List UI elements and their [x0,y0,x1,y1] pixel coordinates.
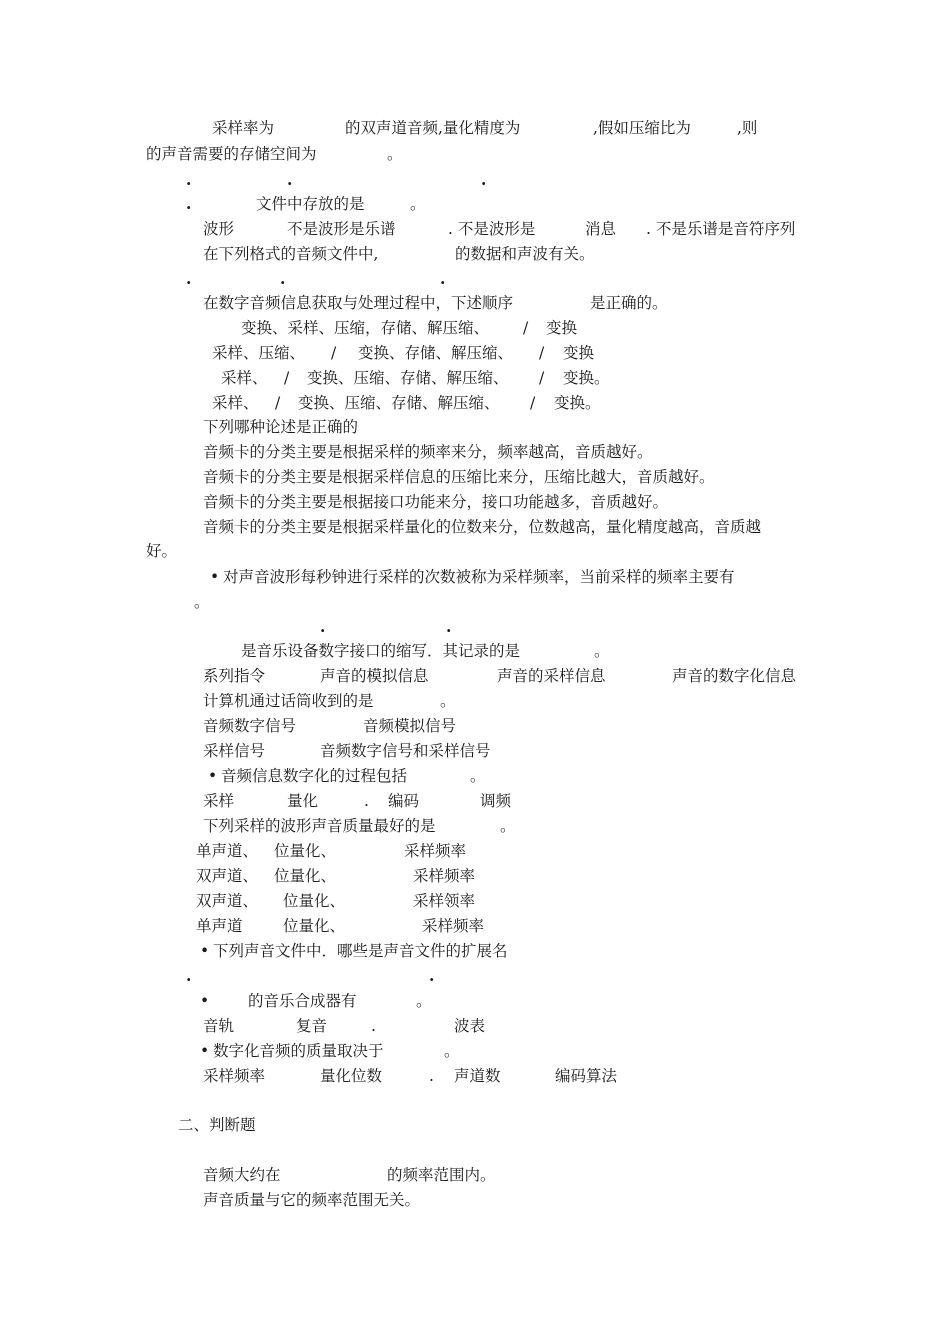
line-segment: 消息 [585,220,617,238]
line-segment: 。 [194,593,210,611]
line-segment: . [429,1067,434,1085]
line-segment: 采样信号 [203,742,266,760]
line-segment: 的双声道音频,量化精度为 [345,119,521,137]
line-segment: . [364,792,369,810]
line-segment: 。 [594,642,610,660]
line-segment: . [186,194,192,213]
line-segment: 下列声音文件中．哪些是声音文件的扩展名 [213,942,508,960]
line-segment: 声音的模拟信息 [320,667,429,685]
line-segment: 音频模拟信号 [363,717,457,735]
line-segment: 。 [387,145,403,163]
line-segment: 变换 [563,344,595,362]
bullet: • [210,568,220,586]
bullet: • [200,1042,210,1060]
line-segment: 。 [470,767,486,785]
bullet: • [200,992,210,1010]
line-segment: 下列采样的波形声音质量最好的是 [203,817,436,835]
line-segment: 位量化、 [283,917,346,935]
line-segment: 采样频率 [422,917,485,935]
line-segment: 。 [416,992,432,1010]
line-segment: 波形 [203,220,235,238]
line-segment: 音轨 [203,1017,235,1035]
line-segment: 在数字音频信息获取与处理过程中，下述顺序 [203,294,514,312]
line-segment: 音频卡的分类主要是根据采样信息的压缩比来分，压缩比越大，音质越好。 [203,468,715,486]
line-segment: 调频 [480,792,512,810]
line-segment: 双声道、 [196,892,259,910]
line-segment: 的音乐合成器有 [248,992,357,1010]
line-segment: 采样率为 [212,119,275,137]
line-segment: . 不是波形是 [448,220,536,238]
line-segment: 采样、 [221,369,268,387]
line-segment: 位量化、 [274,867,337,885]
line-segment: . [186,966,192,985]
line-segment: 音频数字信号和采样信号 [320,742,491,760]
line-segment: 对声音波形每秒钟进行采样的次数被称为采样频率，当前采样的频率主要有 [223,568,735,586]
line-segment: 。 [410,195,426,213]
line-segment: 采样 [203,792,235,810]
line-segment: 文件中存放的是 [256,195,365,213]
line-segment: 声音质量与它的频率范围无关。 [203,1191,421,1209]
line-segment: 复音 [296,1017,328,1035]
line-segment: 。 [444,1042,460,1060]
line-segment: 变换。 [554,394,601,412]
line-segment: 声道数 [454,1067,501,1085]
line-segment: 采样、压缩、 [212,344,306,362]
line-segment: 的数据和声波有关。 [455,245,595,263]
line-segment: 变换。 [563,369,610,387]
line-segment: 是音乐设备数字接口的缩写．其记录的是 [241,642,521,660]
line-segment: . [371,1017,376,1035]
line-segment: . [287,170,293,189]
line-segment: / [539,369,545,387]
bullet: • [208,767,218,785]
line-segment: 变换、采样、压缩，存储、解压缩、 [241,319,490,337]
line-segment: 二、判断题 [178,1116,256,1134]
line-segment: ,则 [737,119,758,137]
line-segment: . [280,269,286,288]
line-segment: 下列哪种论述是正确的 [203,418,359,436]
line-segment: 量化位数 [320,1067,383,1085]
line-segment: 不是波形是乐谱 [287,220,396,238]
line-segment: / [275,394,281,412]
line-segment: 单声道、 [196,842,259,860]
line-segment: 的声音需要的存储空间为 [146,145,317,163]
line-segment: . [320,617,326,636]
line-segment: 采样频率 [404,842,467,860]
line-segment: . [446,617,452,636]
line-segment: 音频卡的分类主要是根据采样量化的位数来分，位数越高，量化精度越高，音质越 [203,518,762,536]
line-segment: 好。 [146,542,178,560]
line-segment: 在下列格式的音频文件中, [203,245,379,263]
line-segment: 声音的数字化信息 [672,667,797,685]
line-segment: 音频卡的分类主要是根据接口功能来分，接口功能越多，音质越好。 [203,493,669,511]
line-segment: 单声道 [196,917,243,935]
line-segment: 量化 [287,792,319,810]
line-segment: 采样频率 [413,867,476,885]
line-segment: 的频率范围内。 [387,1166,496,1184]
line-segment: / [284,369,290,387]
line-segment: 位量化、 [274,842,337,860]
line-segment: 变换、压缩、存储、解压缩、 [298,394,500,412]
line-segment: 声音的采样信息 [497,667,606,685]
line-segment: 变换、存储、解压缩、 [358,344,514,362]
line-segment: 音频信息数字化的过程包括 [221,767,408,785]
line-segment: 编码 [388,792,420,810]
line-segment: 。 [440,692,456,710]
line-segment: . [186,269,192,288]
line-segment: / [539,344,545,362]
line-segment: 位量化、 [283,892,346,910]
line-segment: . [429,966,435,985]
line-segment: 计算机通过话筒收到的是 [203,692,374,710]
line-segment: / [530,394,536,412]
line-segment: ,假如压缩比为 [593,119,691,137]
line-segment: 采样领率 [413,892,476,910]
line-segment: 音频数字信号 [203,717,297,735]
line-segment: 是正确的。 [590,294,668,312]
line-segment: 波表 [454,1017,486,1035]
line-segment: 采样频率 [203,1067,266,1085]
line-segment: 编码算法 [555,1067,618,1085]
line-segment: 。 [500,817,516,835]
line-segment: 双声道、 [196,867,259,885]
line-segment: . [186,170,192,189]
line-segment: / [523,319,529,337]
line-segment: . 不是乐谱是音符序列 [646,220,796,238]
line-segment: . [440,269,446,288]
line-segment: 音频卡的分类主要是根据采样的频率来分，频率越高，音质越好。 [203,443,653,461]
line-segment: 采样、 [212,394,259,412]
line-segment: 音频大约在 [203,1166,281,1184]
line-segment: 变换、压缩、存储、解压缩、 [307,369,509,387]
line-segment: 变换 [546,319,578,337]
line-segment: . [481,170,487,189]
line-segment: / [331,344,337,362]
line-segment: 数字化音频的质量取决于 [213,1042,384,1060]
line-segment: 系列指令 [203,667,266,685]
bullet: • [200,942,210,960]
